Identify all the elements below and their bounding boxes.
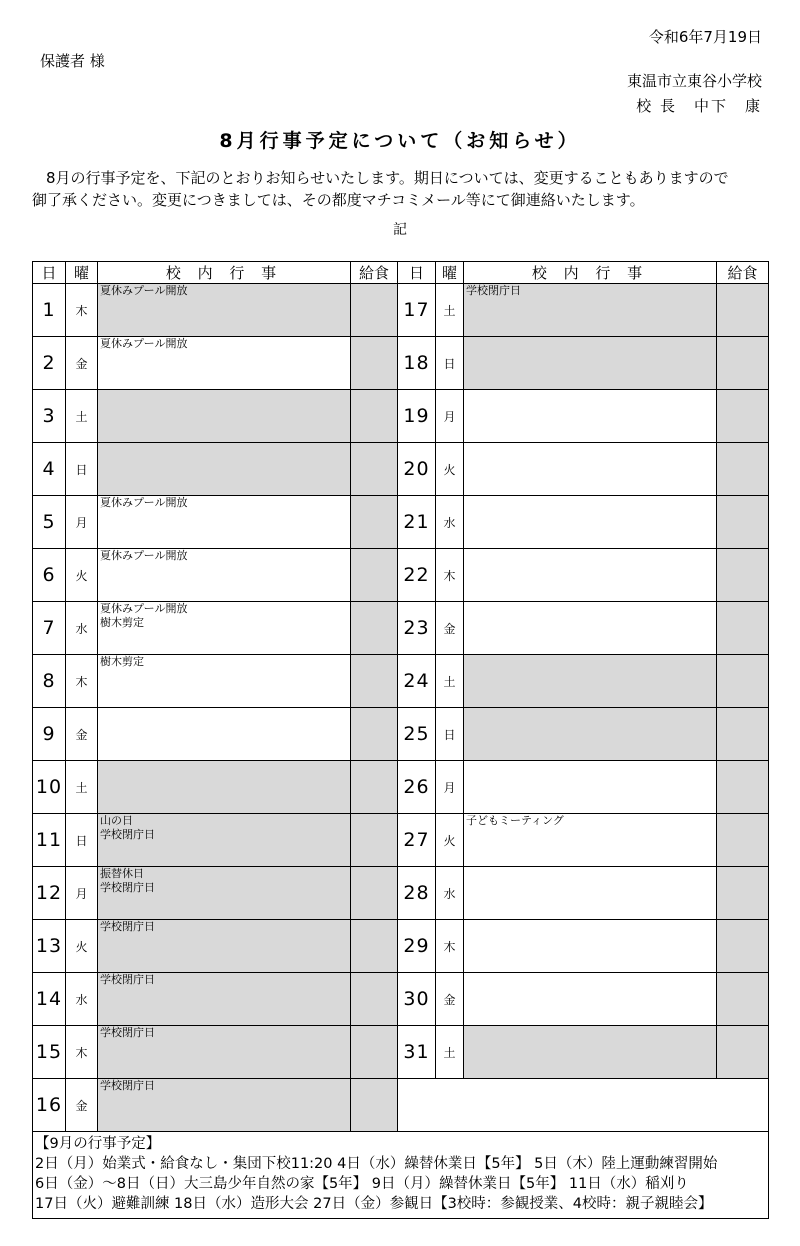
right-events-cell: [464, 443, 717, 496]
right-lunch-cell: [717, 708, 769, 761]
right-day-cell: 17: [398, 284, 436, 337]
left-lunch-cell: [351, 1079, 398, 1132]
left-day-cell: 5: [33, 496, 66, 549]
left-events-cell: [98, 337, 351, 390]
left-events-cell: [98, 655, 351, 708]
table-row: [33, 1079, 769, 1132]
left-lunch-cell: [351, 920, 398, 973]
left-lunch-cell: [351, 867, 398, 920]
right-day-cell: 24: [398, 655, 436, 708]
left-day-cell: 15: [33, 1026, 66, 1079]
right-lunch-cell: [717, 284, 769, 337]
left-events-cell: [98, 390, 351, 443]
right-lunch-cell: [717, 920, 769, 973]
header-day: 日: [33, 262, 66, 284]
right-day-cell: 30: [398, 973, 436, 1026]
left-day-cell: 11: [33, 814, 66, 867]
right-events-cell: [464, 708, 717, 761]
right-lunch-cell: [717, 549, 769, 602]
table-row: [33, 443, 769, 496]
left-weekday-cell: 水: [66, 973, 98, 1026]
right-events-cell: [464, 814, 717, 867]
header-day: 日: [398, 262, 436, 284]
left-day-cell: 6: [33, 549, 66, 602]
right-day-cell: 23: [398, 602, 436, 655]
right-weekday-cell: 火: [436, 443, 464, 496]
left-lunch-cell: [351, 761, 398, 814]
right-lunch-cell: [717, 496, 769, 549]
right-events-cell: [464, 867, 717, 920]
right-lunch-cell: [717, 761, 769, 814]
left-lunch-cell: [351, 549, 398, 602]
left-day-cell: 2: [33, 337, 66, 390]
right-weekday-cell: 日: [436, 337, 464, 390]
september-line: 2日（月）始業式・給食なし・集団下校11:20 4日（水）繰替休業日【5年】 5日（木）陸上運動練習開始: [35, 1156, 718, 1172]
header-row: [33, 262, 769, 284]
right-weekday-cell: 土: [436, 1026, 464, 1079]
left-day-cell: 4: [33, 443, 66, 496]
event-text: 学校閉庁日: [100, 1079, 155, 1092]
right-lunch-cell: [717, 443, 769, 496]
intro-line-2: 御了承ください。変更につきましては、その都度マチコミメール等にて御連絡いたします。: [32, 191, 645, 209]
event-text: 学校閉庁日: [100, 973, 155, 986]
event-text: 夏休みプール開放: [100, 549, 188, 562]
left-lunch-cell: [351, 390, 398, 443]
right-events-cell: [464, 655, 717, 708]
left-events-cell: [98, 1079, 351, 1132]
right-day-cell: 18: [398, 337, 436, 390]
right-day-cell: 25: [398, 708, 436, 761]
september-notes-row: [33, 1132, 769, 1219]
left-day-cell: 12: [33, 867, 66, 920]
left-events-cell: [98, 496, 351, 549]
event-text: 夏休みプール開放: [100, 337, 188, 350]
event-text: 学校閉庁日: [100, 828, 155, 841]
left-events-cell: [98, 867, 351, 920]
right-weekday-cell: 土: [436, 655, 464, 708]
left-lunch-cell: [351, 655, 398, 708]
event-text: 樹木剪定: [100, 655, 144, 668]
left-weekday-cell: 火: [66, 920, 98, 973]
table-row: [33, 655, 769, 708]
table-row: [33, 549, 769, 602]
right-events-cell: [464, 549, 717, 602]
table-row: [33, 390, 769, 443]
right-lunch-cell: [717, 602, 769, 655]
event-text: 夏休みプール開放: [100, 602, 188, 615]
intro-line-1: 8月の行事予定を、下記のとおりお知らせいたします。期日については、変更することもありますので: [46, 169, 729, 187]
table-row: [33, 920, 769, 973]
event-text: 夏休みプール開放: [100, 284, 188, 297]
header-events: 校 内 行 事: [98, 262, 351, 284]
left-day-cell: 13: [33, 920, 66, 973]
right-weekday-cell: 日: [436, 708, 464, 761]
table-row: [33, 602, 769, 655]
left-day-cell: 1: [33, 284, 66, 337]
september-line: 17日（火）避難訓練 18日（水）造形大会 27日（金）参観日【3校時：参観授業、4校時：親子親睦会】: [35, 1196, 713, 1212]
right-events-cell: [464, 761, 717, 814]
right-events-cell: [464, 920, 717, 973]
table-row: [33, 708, 769, 761]
left-day-cell: 3: [33, 390, 66, 443]
recipient: 保護者 様: [40, 52, 105, 70]
left-weekday-cell: 月: [66, 496, 98, 549]
left-weekday-cell: 日: [66, 814, 98, 867]
left-events-cell: [98, 920, 351, 973]
right-lunch-cell: [717, 1026, 769, 1079]
left-weekday-cell: 日: [66, 443, 98, 496]
left-weekday-cell: 木: [66, 1026, 98, 1079]
left-lunch-cell: [351, 443, 398, 496]
left-day-cell: 8: [33, 655, 66, 708]
left-weekday-cell: 火: [66, 549, 98, 602]
event-text: 学校閉庁日: [466, 284, 521, 297]
left-day-cell: 10: [33, 761, 66, 814]
table-row: [33, 814, 769, 867]
left-weekday-cell: 土: [66, 390, 98, 443]
header-events: 校 内 行 事: [464, 262, 717, 284]
table-row: [33, 1026, 769, 1079]
right-lunch-cell: [717, 973, 769, 1026]
right-weekday-cell: 金: [436, 973, 464, 1026]
right-weekday-cell: 水: [436, 867, 464, 920]
right-lunch-cell: [717, 337, 769, 390]
left-events-cell: [98, 443, 351, 496]
left-events-cell: [98, 602, 351, 655]
event-text: 夏休みプール開放: [100, 496, 188, 509]
intro-text: [32, 167, 772, 211]
left-lunch-cell: [351, 337, 398, 390]
right-day-cell: 19: [398, 390, 436, 443]
left-lunch-cell: [351, 814, 398, 867]
schedule-table: [32, 261, 769, 1219]
left-weekday-cell: 水: [66, 602, 98, 655]
right-lunch-cell: [717, 390, 769, 443]
table-row: [33, 496, 769, 549]
right-day-cell: 21: [398, 496, 436, 549]
header-lunch: 給食: [351, 262, 398, 284]
left-weekday-cell: 木: [66, 655, 98, 708]
left-lunch-cell: [351, 708, 398, 761]
left-lunch-cell: [351, 1026, 398, 1079]
right-events-cell: [464, 390, 717, 443]
right-day-cell: 22: [398, 549, 436, 602]
left-events-cell: [98, 708, 351, 761]
left-events-cell: [98, 284, 351, 337]
left-day-cell: 7: [33, 602, 66, 655]
left-events-cell: [98, 1026, 351, 1079]
page-title: 8月行事予定について（お知らせ）: [219, 130, 581, 152]
left-weekday-cell: 木: [66, 284, 98, 337]
event-text: 学校閉庁日: [100, 1026, 155, 1039]
left-lunch-cell: [351, 284, 398, 337]
event-text: 学校閉庁日: [100, 920, 155, 933]
event-text: 振替休日: [100, 867, 144, 880]
september-notes: [33, 1132, 769, 1219]
left-events-cell: [98, 973, 351, 1026]
event-text: 学校閉庁日: [100, 881, 155, 894]
left-day-cell: 9: [33, 708, 66, 761]
event-text: 樹木剪定: [100, 616, 144, 629]
right-day-cell: 29: [398, 920, 436, 973]
table-row: [33, 337, 769, 390]
empty-cell: [398, 1079, 769, 1132]
right-events-cell: [464, 602, 717, 655]
left-day-cell: 16: [33, 1079, 66, 1132]
left-events-cell: [98, 761, 351, 814]
document-date: 令和6年7月19日: [648, 28, 762, 46]
september-line: 6日（金）～8日（日）大三島少年自然の家【5年】 9日（月）繰替休業日【5年】 11日（水）稲刈り: [35, 1176, 689, 1192]
left-lunch-cell: [351, 496, 398, 549]
left-weekday-cell: 金: [66, 708, 98, 761]
left-lunch-cell: [351, 973, 398, 1026]
right-events-cell: [464, 1026, 717, 1079]
right-events-cell: [464, 284, 717, 337]
left-events-cell: [98, 549, 351, 602]
right-day-cell: 20: [398, 443, 436, 496]
right-lunch-cell: [717, 655, 769, 708]
table-row: [33, 761, 769, 814]
header-weekday: 曜: [436, 262, 464, 284]
right-events-cell: [464, 337, 717, 390]
right-day-cell: 31: [398, 1026, 436, 1079]
right-weekday-cell: 水: [436, 496, 464, 549]
left-events-cell: [98, 814, 351, 867]
right-events-cell: [464, 973, 717, 1026]
right-lunch-cell: [717, 867, 769, 920]
right-day-cell: 28: [398, 867, 436, 920]
right-weekday-cell: 土: [436, 284, 464, 337]
left-weekday-cell: 土: [66, 761, 98, 814]
header-weekday: 曜: [66, 262, 98, 284]
ki-mark: 記: [393, 222, 407, 238]
table-row: [33, 284, 769, 337]
right-weekday-cell: 木: [436, 920, 464, 973]
right-lunch-cell: [717, 814, 769, 867]
september-heading: 【9月の行事予定】: [35, 1136, 161, 1152]
header-lunch: 給食: [717, 262, 769, 284]
event-text: 山の日: [100, 814, 133, 827]
left-day-cell: 14: [33, 973, 66, 1026]
event-text: 子どもミーティング: [466, 814, 564, 827]
right-weekday-cell: 木: [436, 549, 464, 602]
left-lunch-cell: [351, 602, 398, 655]
right-day-cell: 27: [398, 814, 436, 867]
left-weekday-cell: 金: [66, 337, 98, 390]
table-row: [33, 867, 769, 920]
left-weekday-cell: 月: [66, 867, 98, 920]
right-events-cell: [464, 496, 717, 549]
left-weekday-cell: 金: [66, 1079, 98, 1132]
school-name: 東温市立東谷小学校: [626, 72, 762, 90]
right-weekday-cell: 月: [436, 390, 464, 443]
table-row: [33, 973, 769, 1026]
right-weekday-cell: 月: [436, 761, 464, 814]
right-weekday-cell: 金: [436, 602, 464, 655]
principal-name: 校 長 中下 康: [636, 97, 762, 115]
right-day-cell: 26: [398, 761, 436, 814]
right-weekday-cell: 火: [436, 814, 464, 867]
